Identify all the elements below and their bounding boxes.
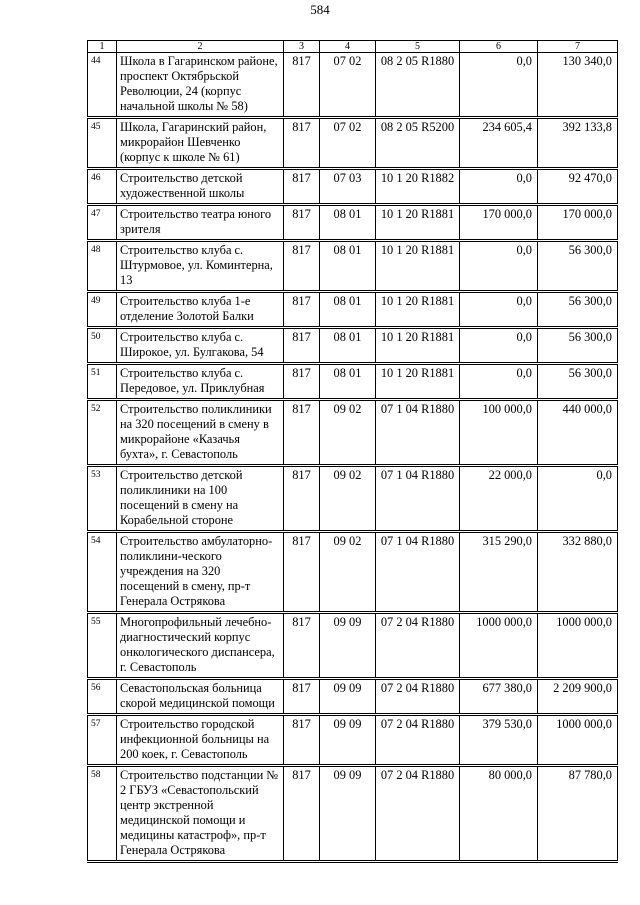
row-number: 53	[88, 466, 117, 532]
table-row	[88, 53, 618, 118]
object-name: Строительство подстанции № 2 ГБУЗ «Севастопольский центр экстренной медицинской помощи и медицины катастроф», пр-т Генерала Острякова	[117, 766, 284, 862]
section-code: 09 02	[320, 400, 376, 466]
section-code: 07 03	[320, 169, 376, 205]
row-number: 57	[88, 715, 117, 766]
target-article: 07 2 04 R1880	[376, 679, 460, 715]
ministry-code: 817	[284, 328, 320, 364]
amount-col-6: 80 000,0	[460, 766, 538, 862]
ministry-code: 817	[284, 679, 320, 715]
amount-col-6: 315 290,0	[460, 532, 538, 613]
target-article: 10 1 20 R1881	[376, 292, 460, 328]
amount-col-7: 92 470,0	[538, 169, 618, 205]
table-row	[88, 169, 618, 205]
row-number: 52	[88, 400, 117, 466]
target-article: 07 2 04 R1880	[376, 715, 460, 766]
section-code: 09 09	[320, 679, 376, 715]
header-col-5: 5	[376, 41, 460, 53]
table-row	[88, 715, 618, 766]
target-article: 10 1 20 R1881	[376, 241, 460, 292]
table-row	[88, 364, 618, 400]
object-name: Школа в Гагаринском районе, проспект Октябрьской Революции, 24 (корпус начальной школы № 58)	[117, 53, 284, 118]
ministry-code: 817	[284, 466, 320, 532]
amount-col-6: 0,0	[460, 328, 538, 364]
section-code: 08 01	[320, 241, 376, 292]
table-row	[88, 679, 618, 715]
object-name: Многопрофильный лечебно-диагностический корпус онкологического диспансера, г. Севастополь	[117, 613, 284, 679]
table-row	[88, 118, 618, 169]
header-col-3: 3	[284, 41, 320, 53]
target-article: 07 2 04 R1880	[376, 613, 460, 679]
ministry-code: 817	[284, 241, 320, 292]
table-row	[88, 766, 618, 862]
object-name: Строительство амбулаторно-поликлини-ческого учреждения на 320 посещений в смену, пр-т Генерала Острякова	[117, 532, 284, 613]
amount-col-7: 2 209 900,0	[538, 679, 618, 715]
object-name: Строительство городской инфекционной больницы на 200 коек, г. Севастополь	[117, 715, 284, 766]
amount-col-7: 170 000,0	[538, 205, 618, 241]
amount-col-6: 0,0	[460, 292, 538, 328]
target-article: 10 1 20 R1881	[376, 205, 460, 241]
table-row	[88, 400, 618, 466]
section-code: 09 09	[320, 766, 376, 862]
object-name: Строительство клуба с. Штурмовое, ул. Коминтерна, 13	[117, 241, 284, 292]
object-name: Строительство детской поликлиники на 100 посещений в смену на Корабельной стороне	[117, 466, 284, 532]
section-code: 08 01	[320, 205, 376, 241]
amount-col-6: 170 000,0	[460, 205, 538, 241]
row-number: 48	[88, 241, 117, 292]
row-number: 55	[88, 613, 117, 679]
row-number: 45	[88, 118, 117, 169]
object-name: Школа, Гагаринский район, микрорайон Шевченко (корпус к школе № 61)	[117, 118, 284, 169]
section-code: 09 09	[320, 613, 376, 679]
table-row	[88, 466, 618, 532]
amount-col-6: 1000 000,0	[460, 613, 538, 679]
target-article: 07 1 04 R1880	[376, 532, 460, 613]
header-col-7: 7	[538, 41, 618, 53]
amount-col-7: 56 300,0	[538, 328, 618, 364]
row-number: 49	[88, 292, 117, 328]
amount-col-6: 379 530,0	[460, 715, 538, 766]
table-row	[88, 205, 618, 241]
section-code: 09 09	[320, 715, 376, 766]
amount-col-7: 440 000,0	[538, 400, 618, 466]
table-row	[88, 241, 618, 292]
row-number: 50	[88, 328, 117, 364]
object-name: Строительство театра юного зрителя	[117, 205, 284, 241]
target-article: 08 2 05 R1880	[376, 53, 460, 118]
table-row	[88, 613, 618, 679]
amount-col-7: 332 880,0	[538, 532, 618, 613]
row-number: 46	[88, 169, 117, 205]
object-name: Строительство клуба с. Широкое, ул. Булгакова, 54	[117, 328, 284, 364]
row-number: 44	[88, 53, 117, 118]
target-article: 08 2 05 R5200	[376, 118, 460, 169]
budget-table	[87, 40, 618, 863]
amount-col-6: 22 000,0	[460, 466, 538, 532]
ministry-code: 817	[284, 205, 320, 241]
row-number: 58	[88, 766, 117, 862]
section-code: 07 02	[320, 118, 376, 169]
header-col-4: 4	[320, 41, 376, 53]
target-article: 10 1 20 R1881	[376, 364, 460, 400]
target-article: 07 2 04 R1880	[376, 766, 460, 862]
ministry-code: 817	[284, 118, 320, 169]
amount-col-6: 100 000,0	[460, 400, 538, 466]
target-article: 07 1 04 R1880	[376, 466, 460, 532]
section-code: 09 02	[320, 532, 376, 613]
section-code: 08 01	[320, 364, 376, 400]
amount-col-7: 56 300,0	[538, 292, 618, 328]
target-article: 10 1 20 R1882	[376, 169, 460, 205]
amount-col-7: 0,0	[538, 466, 618, 532]
target-article: 07 1 04 R1880	[376, 400, 460, 466]
table-header-row	[88, 41, 618, 53]
ministry-code: 817	[284, 715, 320, 766]
ministry-code: 817	[284, 766, 320, 862]
header-col-1: 1	[88, 41, 117, 53]
ministry-code: 817	[284, 613, 320, 679]
ministry-code: 817	[284, 400, 320, 466]
amount-col-6: 0,0	[460, 364, 538, 400]
header-col-2: 2	[117, 41, 284, 53]
row-number: 47	[88, 205, 117, 241]
amount-col-7: 56 300,0	[538, 364, 618, 400]
table-row	[88, 292, 618, 328]
row-number: 51	[88, 364, 117, 400]
object-name: Строительство клуба 1-е отделение Золотой Балки	[117, 292, 284, 328]
amount-col-6: 0,0	[460, 53, 538, 118]
amount-col-6: 0,0	[460, 169, 538, 205]
page-number: 584	[310, 2, 330, 17]
object-name: Севастопольская больница скорой медицинской помощи	[117, 679, 284, 715]
ministry-code: 817	[284, 532, 320, 613]
amount-col-7: 1000 000,0	[538, 613, 618, 679]
amount-col-7: 130 340,0	[538, 53, 618, 118]
section-code: 08 01	[320, 292, 376, 328]
amount-col-7: 1000 000,0	[538, 715, 618, 766]
row-number: 54	[88, 532, 117, 613]
section-code: 07 02	[320, 53, 376, 118]
amount-col-7: 87 780,0	[538, 766, 618, 862]
amount-col-7: 392 133,8	[538, 118, 618, 169]
ministry-code: 817	[284, 53, 320, 118]
table-row	[88, 328, 618, 364]
amount-col-7: 56 300,0	[538, 241, 618, 292]
ministry-code: 817	[284, 169, 320, 205]
object-name: Строительство поликлиники на 320 посещений в смену в микрорайоне «Казачья бухта», г. Севастополь	[117, 400, 284, 466]
amount-col-6: 677 380,0	[460, 679, 538, 715]
amount-col-6: 234 605,4	[460, 118, 538, 169]
target-article: 10 1 20 R1881	[376, 328, 460, 364]
table-row	[88, 532, 618, 613]
row-number: 56	[88, 679, 117, 715]
ministry-code: 817	[284, 364, 320, 400]
object-name: Строительство клуба с. Передовое, ул. Приклубная	[117, 364, 284, 400]
section-code: 08 01	[320, 328, 376, 364]
object-name: Строительство детской художественной школы	[117, 169, 284, 205]
header-col-6: 6	[460, 41, 538, 53]
section-code: 09 02	[320, 466, 376, 532]
amount-col-6: 0,0	[460, 241, 538, 292]
ministry-code: 817	[284, 292, 320, 328]
